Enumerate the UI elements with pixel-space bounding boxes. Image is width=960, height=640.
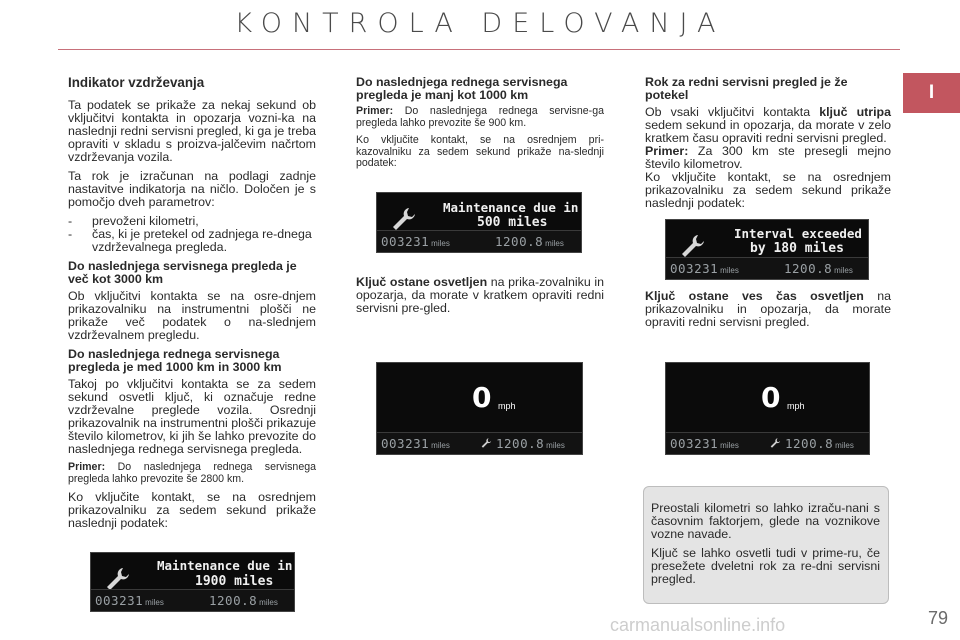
speed-value: 0 [472, 381, 492, 414]
wrench-icon [480, 437, 492, 449]
speed-unit: mph [787, 401, 805, 411]
display-message-line-2: by 180 miles [750, 241, 844, 256]
page-title: KONTROLA DELOVANJA [234, 8, 726, 39]
odometer-total: 003231 miles [95, 593, 164, 608]
paragraph: Ta rok je izračunan na podlagi zadnje nastavitve indikatorja na ničlo. Določen je s pomočjo dveh parametrov: [68, 169, 316, 209]
example: Primer: Do naslednjega rednega servisne-ga pregleda lahko prevozite še 900 km. [356, 105, 604, 129]
dashboard-display [376, 192, 582, 253]
dashboard-display [665, 362, 870, 455]
odometer-total: 003231 miles [670, 436, 739, 451]
subheading: Do naslednjega rednega servisnega pregleda je med 1000 km in 3000 km [68, 347, 282, 374]
paragraph: Ko vključite kontakt, se na osrednjem prikazovalniku za sedem sekund prikaže naslednji podatek: [68, 490, 316, 530]
wrench-icon [769, 437, 781, 449]
example: Primer: Do naslednjega rednega servisnega pregleda lahko prevozite še 2800 km. [68, 461, 316, 485]
trip-meter: 1200.8 miles [495, 234, 564, 249]
note-paragraph: Ključ se lahko osvetli tudi v prime-ru, če presežete dveletni rok za re-dni servisni pregled. [651, 546, 880, 586]
wrench-icon [678, 232, 706, 260]
speed-value: 0 [761, 381, 781, 414]
paragraph: Ko vključite kontakt, se na osrednjem pri-kazovalniku za sedem sekund prikaže na-slednji podatek: [356, 134, 604, 169]
trip-meter: 1200.8 miles [785, 436, 854, 451]
trip-meter: 1200.8 miles [784, 261, 853, 276]
note-paragraph: Preostali kilometri so lahko izraču-nani s časovnim faktorjem, glede na voznikove vozne navade. [651, 501, 880, 541]
paragraph: Ključ ostane ves čas osvetljen na prikazovalniku in opozarja, da morate opraviti redni servisni pregled. [645, 289, 891, 329]
note-box [643, 486, 889, 604]
paragraph: Ob vključitvi kontakta se na osre-dnjem prikazovalniku na instrumentni plošči ne prikaže več podatek o na-slednjem vzdrževalnem pregledu. [68, 289, 316, 342]
odometer-bar [666, 432, 869, 454]
section-heading: Indikator vzdrževanja [68, 75, 205, 90]
speed-unit: mph [498, 401, 516, 411]
display-message-line-2: 500 miles [477, 215, 548, 230]
subheading: Do naslednjega servisnega pregleda je več kot 3000 km [68, 259, 297, 286]
odometer-total: 003231 miles [670, 261, 739, 276]
chapter-tab: I [903, 73, 960, 113]
paragraph: Ta podatek se prikaže za nekaj sekund ob vključitvi kontakta in opozarja vozni-ka na naslednji redni servisni pregled, ki ga je treba opraviti v skladu s proizva-jalčevim načrtom vzdrževanja vozila. [68, 98, 316, 164]
display-message-line-2: 1900 miles [195, 574, 274, 589]
paragraph: Ključ ostane osvetljen na prika-zovalniku in opozarja, da morate v kratkem opraviti redni servisni pre-gled. [356, 275, 604, 315]
odometer-bar [377, 432, 582, 454]
column-2 [356, 76, 604, 176]
column-3 [645, 76, 891, 216]
column-3-lower [645, 290, 891, 335]
odometer-total: 003231 miles [381, 436, 450, 451]
column-2-lower [356, 276, 604, 321]
odometer-bar [666, 257, 868, 279]
watermark: carmanualsonline.info [610, 615, 786, 635]
trip-meter: 1200.8 miles [209, 593, 278, 608]
odometer-total: 003231 miles [381, 234, 450, 249]
wrench-icon [389, 205, 417, 233]
paragraph: Takoj po vključitvi kontakta se za sedem sekund osvetli ključ, ki označuje redne vzdrževalne preglede vozila. Osrednji prikazovalnik na instrumentni plošči prikazuje število kilometrov, ki jih še lahko prevozite do naslednjega rednega servisnega pregleda. [68, 377, 316, 456]
odometer-bar [377, 230, 581, 252]
list-item: - čas, ki je pretekel od zadnjega re-dnega vzdrževalnega pregleda. [68, 227, 312, 254]
column-1 [68, 76, 316, 536]
page-number: 79 [927, 608, 948, 628]
list-item: - prevoženi kilometri, [68, 214, 199, 228]
dashboard-display [376, 362, 583, 455]
parameter-list [68, 215, 316, 254]
display-message-line-1: Interval exceeded [734, 226, 862, 241]
dashboard-display [90, 552, 295, 612]
odometer-bar [91, 589, 294, 611]
display-message-line-1: Maintenance due in [443, 200, 579, 215]
trip-meter: 1200.8 miles [496, 436, 565, 451]
subheading: Do naslednjega rednega servisnega pregleda je manj kot 1000 km [356, 75, 568, 102]
paragraph: Ob vsaki vključitvi kontakta ključ utripa sedem sekund in opozarja, da morate v zelo kratkem času opraviti redni servisni pregled. Primer: Za 300 km ste presegli mejno število kilometrov. Ko vključite kontakt, se na osrednjem prikazovalniku za sedem sekund prikaže naslednji podatek: [645, 105, 891, 210]
header-divider [58, 49, 900, 50]
subheading: Rok za redni servisni pregled je že potekel [645, 75, 848, 102]
dashboard-display [665, 219, 869, 280]
display-message-line-1: Maintenance due in [157, 558, 293, 573]
